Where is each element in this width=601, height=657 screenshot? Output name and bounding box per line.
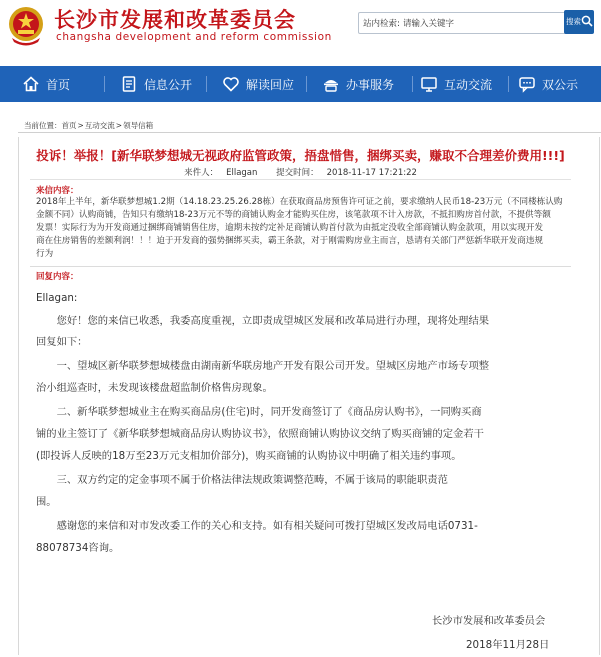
nav-label: 首页 — [46, 77, 71, 92]
home-icon — [22, 75, 40, 93]
breadcrumb-divider — [18, 132, 601, 133]
time-value: 2018-11-17 17:21:22 — [326, 168, 417, 178]
nav-item-home[interactable] — [22, 66, 70, 102]
search-button-label: 搜索 — [566, 17, 581, 26]
nav-label: 解读回应 — [246, 77, 295, 92]
nav-divider — [508, 76, 509, 92]
search-placeholder: 请输入关键字 — [403, 19, 455, 29]
reply-line: 88078734咨询。 — [36, 542, 120, 554]
content-divider — [30, 266, 571, 267]
search-input[interactable] — [358, 12, 566, 34]
reply-line: 围。 — [36, 496, 57, 508]
reply-line: (即投诉人反映的18万至23万元支相加价部分)，购买商铺的认购协议中明确了相关违约事项。 — [36, 450, 462, 462]
nav-item-interaction[interactable] — [420, 66, 492, 102]
letter-meta — [0, 166, 601, 178]
breadcrumb-link-mailbox[interactable]: 领导信箱 — [123, 121, 154, 130]
author-field — [180, 168, 261, 178]
national-emblem-icon — [6, 4, 46, 48]
search-icon — [581, 15, 593, 27]
breadcrumb-link-home[interactable]: 首页 — [61, 121, 77, 130]
nav-label: 互动交流 — [444, 77, 493, 92]
letter-content-label: 来信内容： — [36, 186, 79, 196]
letter-line: 2018年上半年，新华联梦想城1.2期（14.18.23.25.26.28栋）在获取商品房预售许可证之前，要求缴纳人民币18-23万元（不同楼栋认购 — [36, 197, 563, 207]
reply-line: 治小组巡查时，未发现该楼盘超监制价格售房现象。 — [36, 382, 273, 394]
reply-line: 三、双方约定的定金事项不属于价格法律法规政策调整范畴，不属于该局的职能职责范 — [36, 474, 448, 486]
reply-line: 一、望城区新华联梦想城楼盘由湖南新华联房地产开发有限公司开发。望城区房地产市场专项整 — [36, 360, 490, 372]
letter-content — [36, 196, 566, 261]
author-value: Ellagan — [226, 168, 258, 178]
meta-divider — [30, 179, 571, 180]
reply-line: 您好！您的来信已收悉，我委高度重视，立即责成望城区发展和改革局进行办理，现将处理结果 — [36, 315, 490, 327]
nav-item-services[interactable] — [322, 66, 394, 102]
nav-item-info[interactable] — [120, 66, 192, 102]
time-field — [272, 168, 421, 178]
nav-item-interpretation[interactable] — [222, 66, 294, 102]
main-nav — [0, 66, 601, 102]
reply-line: 铺的业主签订了《新华联梦想城商品房认购协议书》，依照商铺认购协议交纳了购买商铺的定金若干 — [36, 428, 484, 440]
site-title: 长沙市发展和改革委员会 — [54, 7, 296, 32]
reply-label: 回复内容： — [36, 272, 79, 282]
author-label: 来件人： — [184, 168, 219, 178]
nav-divider — [206, 76, 207, 92]
nav-divider — [412, 76, 413, 92]
letter-line: 商在住房销售的差额利润！！！迫于开发商的强势捆绑买卖，霸王条款，对于刚需购房业主而言，恳请有关部门严惩新华联开发商违规 — [36, 236, 544, 246]
reply-line: 回复如下： — [36, 336, 88, 348]
heart-icon — [222, 75, 240, 93]
document-icon — [120, 75, 138, 93]
breadcrumb-prefix: 当前位置： — [24, 121, 62, 130]
nav-divider — [104, 76, 105, 92]
breadcrumb-link-interaction[interactable]: 互动交流 — [84, 121, 115, 130]
breadcrumb — [24, 120, 153, 131]
chat-icon — [518, 75, 536, 93]
time-label: 提交时间： — [276, 168, 319, 178]
nav-label: 信息公开 — [144, 77, 193, 92]
letter-title: 投诉！举报！[新华联梦想城无视政府监管政策，捂盘惜售，捆绑买卖，赚取不合理差价费用!!!] — [36, 148, 565, 163]
search-button[interactable] — [564, 10, 594, 34]
breadcrumb-separator: > — [77, 121, 84, 130]
nav-divider — [306, 76, 307, 92]
search-label: 站内检索: — [363, 19, 400, 29]
nav-label: 办事服务 — [346, 77, 395, 92]
letter-line: 发票！实际行为为开发商通过捆绑商铺销售住房，逾期未按约定补足商铺认购首付款为由抵定没收全部商铺认购金款项，用以实现开发 — [36, 223, 544, 233]
reply-line: Ellagan: — [36, 292, 78, 304]
reply-line: 感谢您的来信和对市发改委工作的关心和支持。如有相关疑问可拨打望城区发改局电话0731- — [36, 520, 478, 532]
site-header — [0, 0, 601, 62]
service-icon — [322, 75, 340, 93]
reply-date: 2018年11月28日 — [466, 639, 550, 651]
monitor-icon — [420, 75, 438, 93]
nav-item-public-notice[interactable] — [518, 66, 578, 102]
reply-signature: 长沙市发展和改革委员会 — [432, 615, 546, 627]
letter-line: 行为 — [36, 249, 54, 259]
nav-label: 双公示 — [542, 77, 579, 92]
reply-line: 二、新华联梦想城业主在购买商品房(住宅)时，同开发商签订了《商品房认购书》，一同购买商 — [36, 406, 482, 418]
breadcrumb-separator: > — [115, 121, 123, 130]
letter-line: 金额不同）认购商铺，告知只有缴纳18-23万元不等的商铺认购金才能购买住房，该笔款项不计入房款，不抵扣购房首付款，不提供等额 — [36, 210, 551, 220]
site-subtitle: changsha development and reform commission — [56, 31, 332, 43]
